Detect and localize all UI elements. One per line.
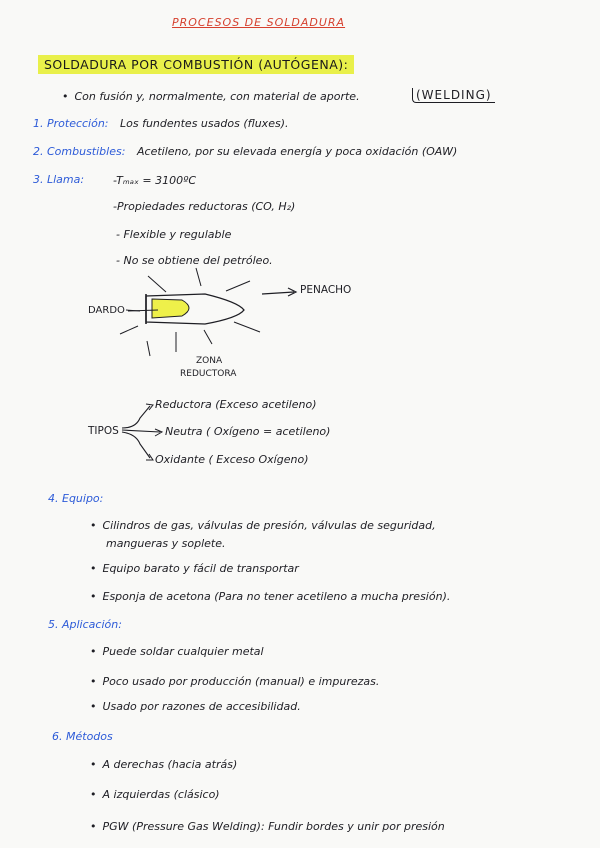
aplicacion-label: 5. Aplicación:: [48, 618, 122, 631]
tipo-item: Oxidante ( Exceso Oxígeno): [155, 453, 309, 466]
equipo-label: 4. Equipo:: [48, 492, 104, 505]
metodos-bullet: • PGW (Pressure Gas Welding): Fundir bordes y unir por presión: [90, 820, 445, 833]
combustibles-label: 2. Combustibles:: [33, 145, 126, 158]
equipo-bullet: • Esponja de acetona (Para no tener acetileno a mucha presión).: [90, 590, 450, 603]
equipo-bullet-cont: mangueras y soplete.: [106, 537, 226, 550]
dardo-label: DARDO: [88, 305, 125, 316]
zona-label-line1: ZONA: [196, 356, 223, 366]
proteccion-text: Los fundentes usados (fluxes).: [120, 117, 289, 130]
page-title: PROCESOS DE SOLDADURA: [172, 16, 346, 29]
tipo-item: Neutra ( Oxígeno = acetileno): [165, 425, 331, 438]
penacho-label: PENACHO: [300, 284, 352, 296]
equipo-bullet: • Equipo barato y fácil de transportar: [90, 562, 299, 575]
section-title: SOLDADURA POR COMBUSTIÓN (AUTÓGENA):: [38, 55, 354, 74]
metodos-label: 6. Métodos: [52, 730, 113, 743]
metodos-bullet: • A izquierdas (clásico): [90, 788, 220, 801]
zona-label-line2: REDUCTORA: [180, 369, 237, 379]
llama-bullet: -Tₘₐₓ = 3100ºC: [113, 174, 196, 187]
equipo-bullet: • Cilindros de gas, válvulas de presión, válvulas de seguridad,: [90, 519, 436, 532]
aplicacion-bullet: • Usado por razones de accesibilidad.: [90, 700, 301, 713]
metodos-bullet: • A derechas (hacia atrás): [90, 758, 237, 771]
proteccion-label: 1. Protección:: [33, 117, 109, 130]
aplicacion-bullet: • Puede soldar cualquier metal: [90, 645, 264, 658]
llama-bullet: -Propiedades reductoras (CO, H₂): [113, 200, 296, 213]
aplicacion-bullet: • Poco usado por producción (manual) e impurezas.: [90, 675, 379, 688]
combustibles-text: Acetileno, por su elevada energía y poca oxidación (OAW): [137, 145, 458, 158]
llama-bullet: - Flexible y regulable: [116, 228, 232, 241]
llama-label: 3. Llama:: [33, 173, 85, 186]
welding-tag: (WELDING): [412, 88, 495, 103]
intro-text: • Con fusión y, normalmente, con material de aporte.: [62, 90, 360, 103]
llama-bullet: - No se obtiene del petróleo.: [116, 254, 273, 267]
tipos-label: TIPOS: [88, 425, 119, 437]
tipo-item: Reductora (Exceso acetileno): [155, 398, 317, 411]
